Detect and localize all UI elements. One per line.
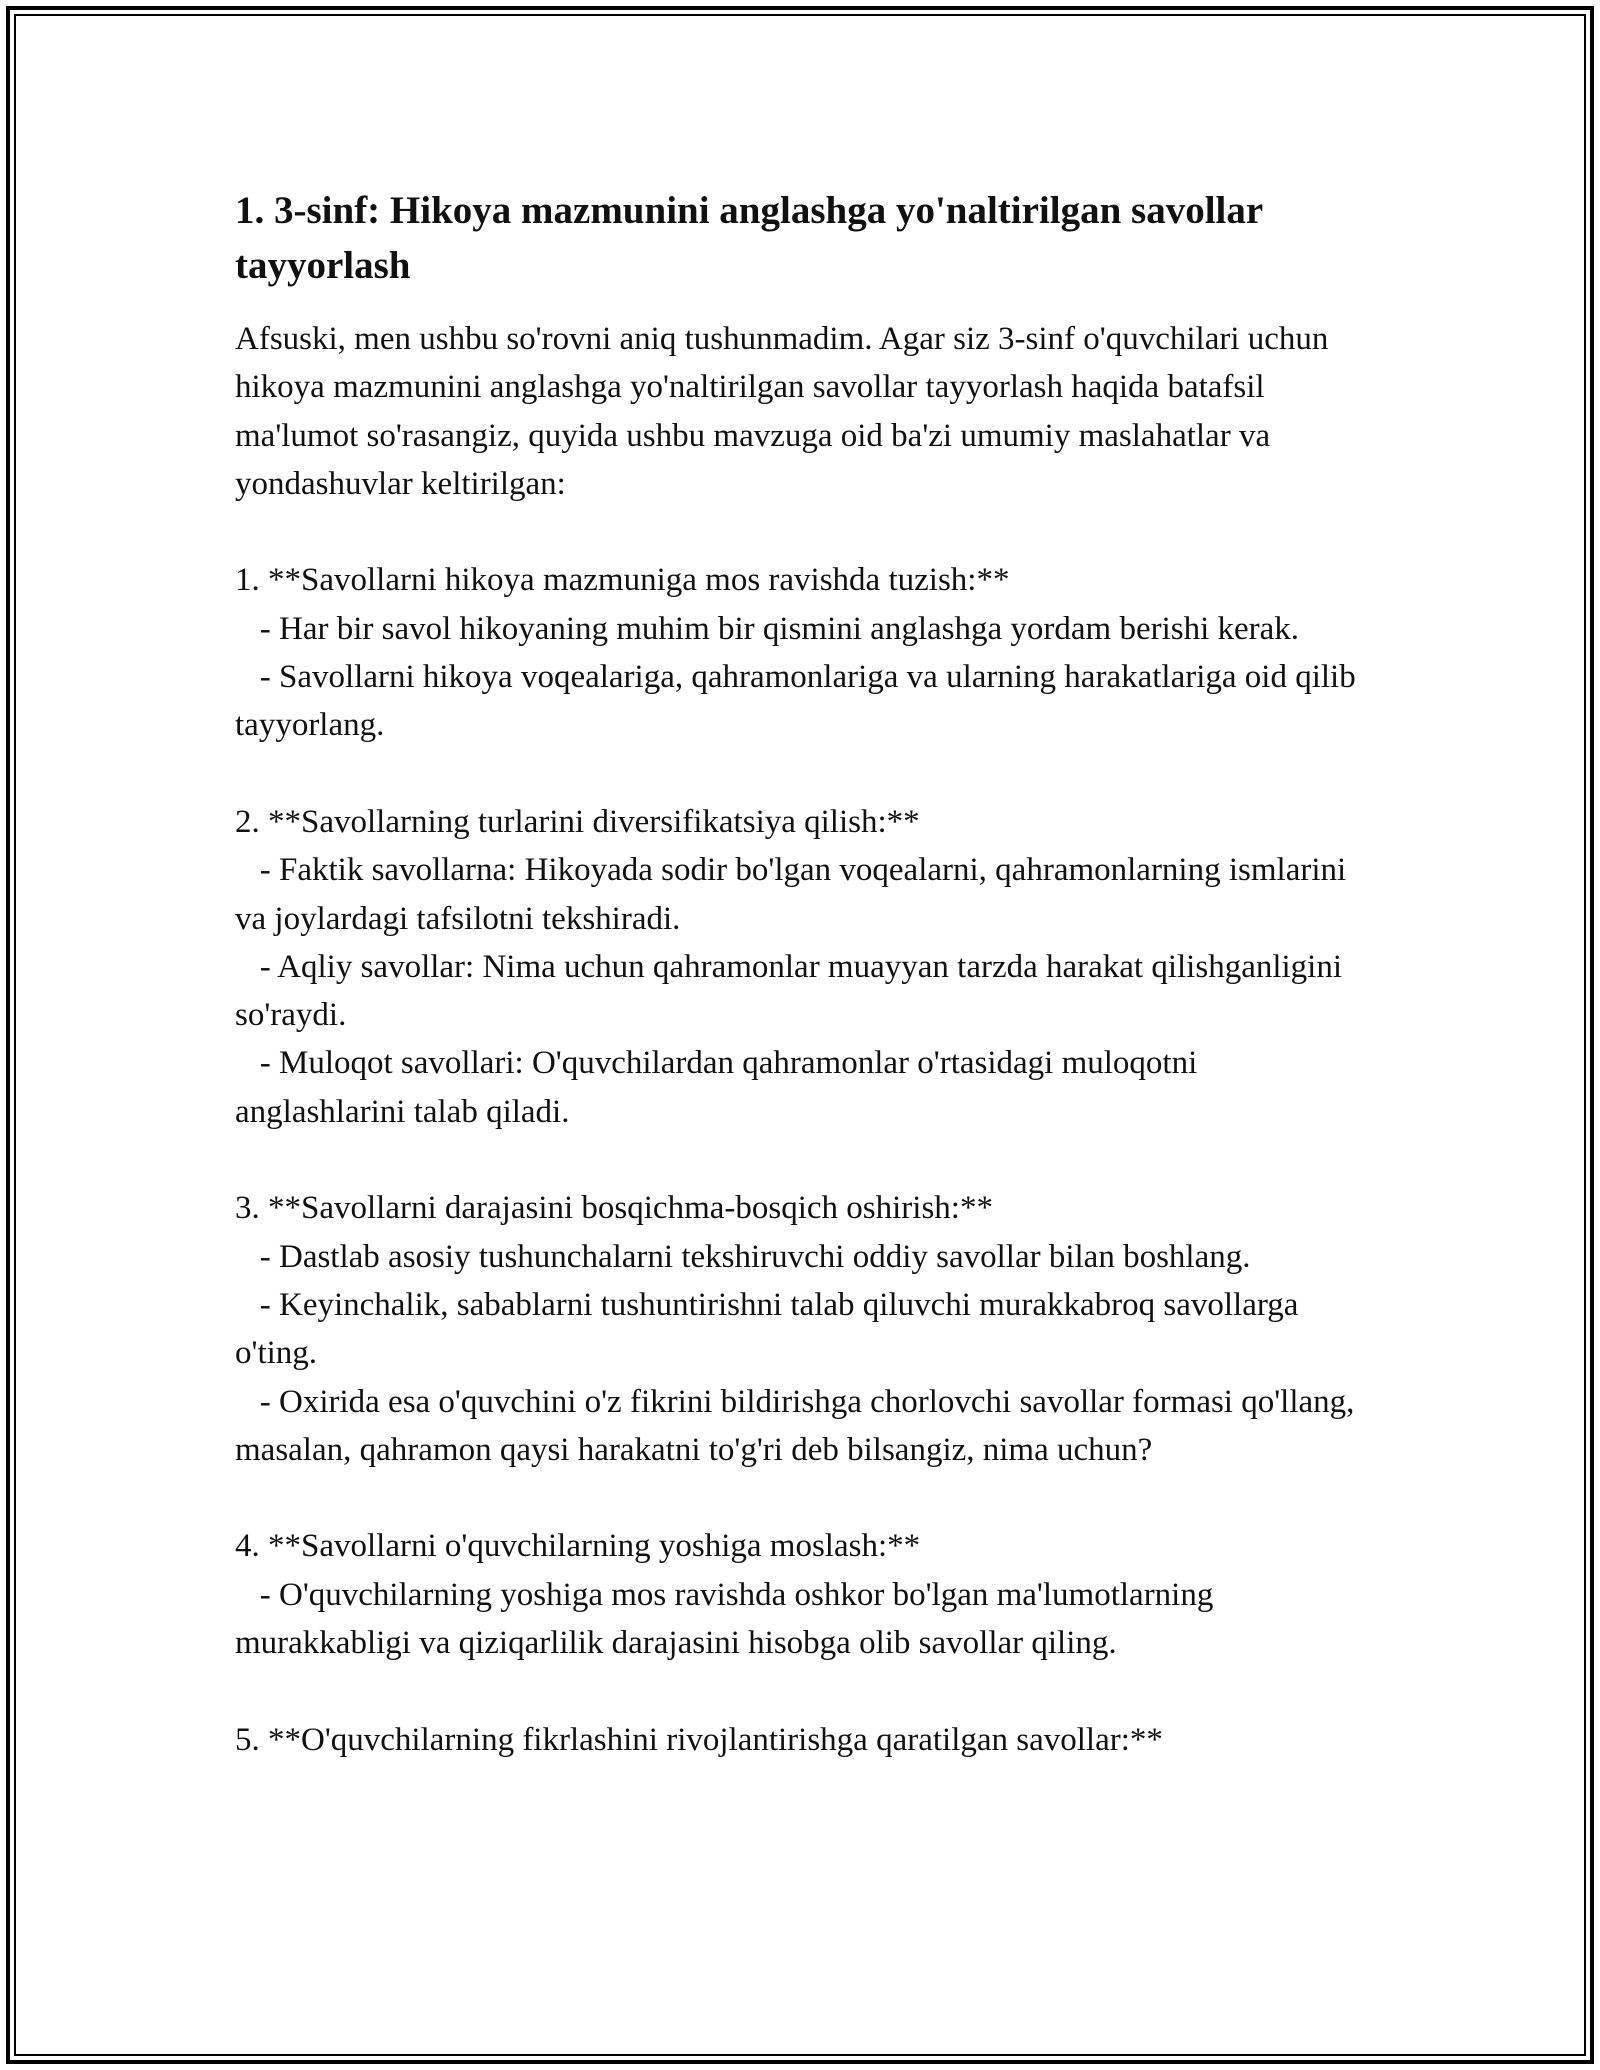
page-title: 1. 3-sinf: Hikoya mazmunini anglashga yo'naltirilgan savollar tayyorlash xyxy=(235,189,1263,287)
document-content xyxy=(235,183,1375,1764)
body-text: Afsuski, men ushbu so'rovni aniq tushunmadim. Agar siz 3-sinf o'quvchilari uchun hikoya mazmunini anglashga yo'naltirilgan savollar tayyorlash haqida batafsil ma'lumot so'rasangiz, quyida ushbu mavzuga oid ba'zi umumiy maslahatlar va yondashuvlar keltirilgan: 1. **Savollarni hikoya mazmuniga mos ravishda tuzish:** - Har bir savol hikoyaning muhim bir qismini anglashga yordam berishi kerak. - Savollarni hikoya voqealariga, qahramonlariga va ularning harakatlariga oid qilib tayyorlang. 2. **Savollarning turlarini diversifikatsiya qilish:** - Faktik savollarna: Hikoyada sodir bo'lgan voqealarni, qahramonlarning ismlarini va joylardagi tafsilotni tekshiradi. - Aqliy savollar: Nima uchun qahramonlar muayyan tarzda harakat qilishganligini so'raydi. - Muloqot savollari: O'quvchilardan qahramonlar o'rtasidagi muloqotni anglashlarini talab qiladi. 3. **Savollarni darajasini bosqichma-bosqich oshirish:** - Dastlab asosiy tushunchalarni tekshiruvchi oddiy savollar bilan boshlang. - Keyinchalik, sabablarni tushuntirishni talab qiluvchi murakkabroq savollarga o'ting. - Oxirida esa o'quvchini o'z fikrini bildirishga chorlovchi savollar formasi qo'llang, masalan, qahramon qaysi harakatni to'g'ri deb bilsangiz, nima uchun? 4. **Savollarni o'quvchilarning yoshiga moslash:** - O'quvchilarning yoshiga mos ravishda oshkor bo'lgan ma'lumotlarning murakkabligi va qiziqarlilik darajasini hisobga olib savollar qiling. 5. **O'quvchilarning fikrlashini rivojlantirishga qaratilgan savollar:** xyxy=(235,321,1356,1758)
